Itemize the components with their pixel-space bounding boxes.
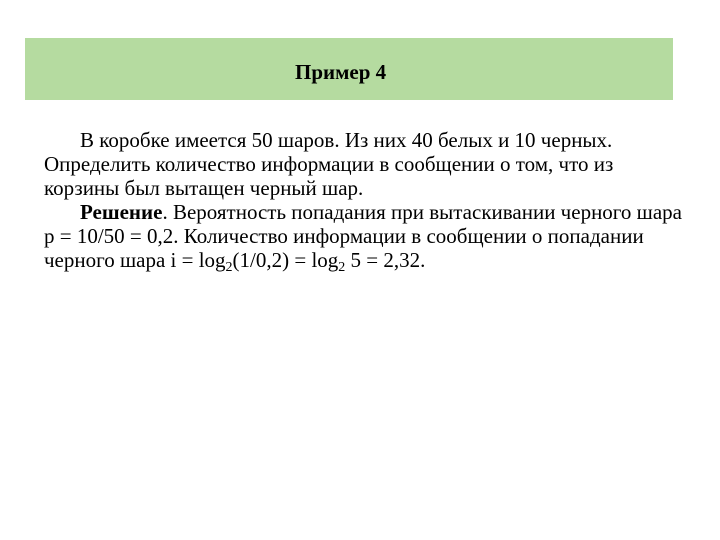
solution-text-part-3: 5 = 2,32. bbox=[345, 248, 426, 272]
solution-text-part-1: . Вероятность попадания при вытаскивании черного шара p = 10/50 = 0,2. Количество информации в сообщении о попадании черного шара i = log bbox=[44, 200, 682, 272]
log-base-2: 2 bbox=[338, 260, 346, 275]
solution-paragraph bbox=[44, 200, 684, 275]
log-base-1: 2 bbox=[225, 260, 233, 275]
slide-body bbox=[44, 128, 684, 275]
solution-label: Решение bbox=[80, 200, 163, 224]
slide-title: Пример 4 bbox=[295, 60, 387, 84]
solution-text-part-2: (1/0,2) = log bbox=[232, 248, 339, 272]
problem-statement: В коробке имеется 50 шаров. Из них 40 белых и 10 черных. Определить количество информации в сообщении о том, что из корзины был вытащен черный шар. bbox=[44, 128, 614, 200]
